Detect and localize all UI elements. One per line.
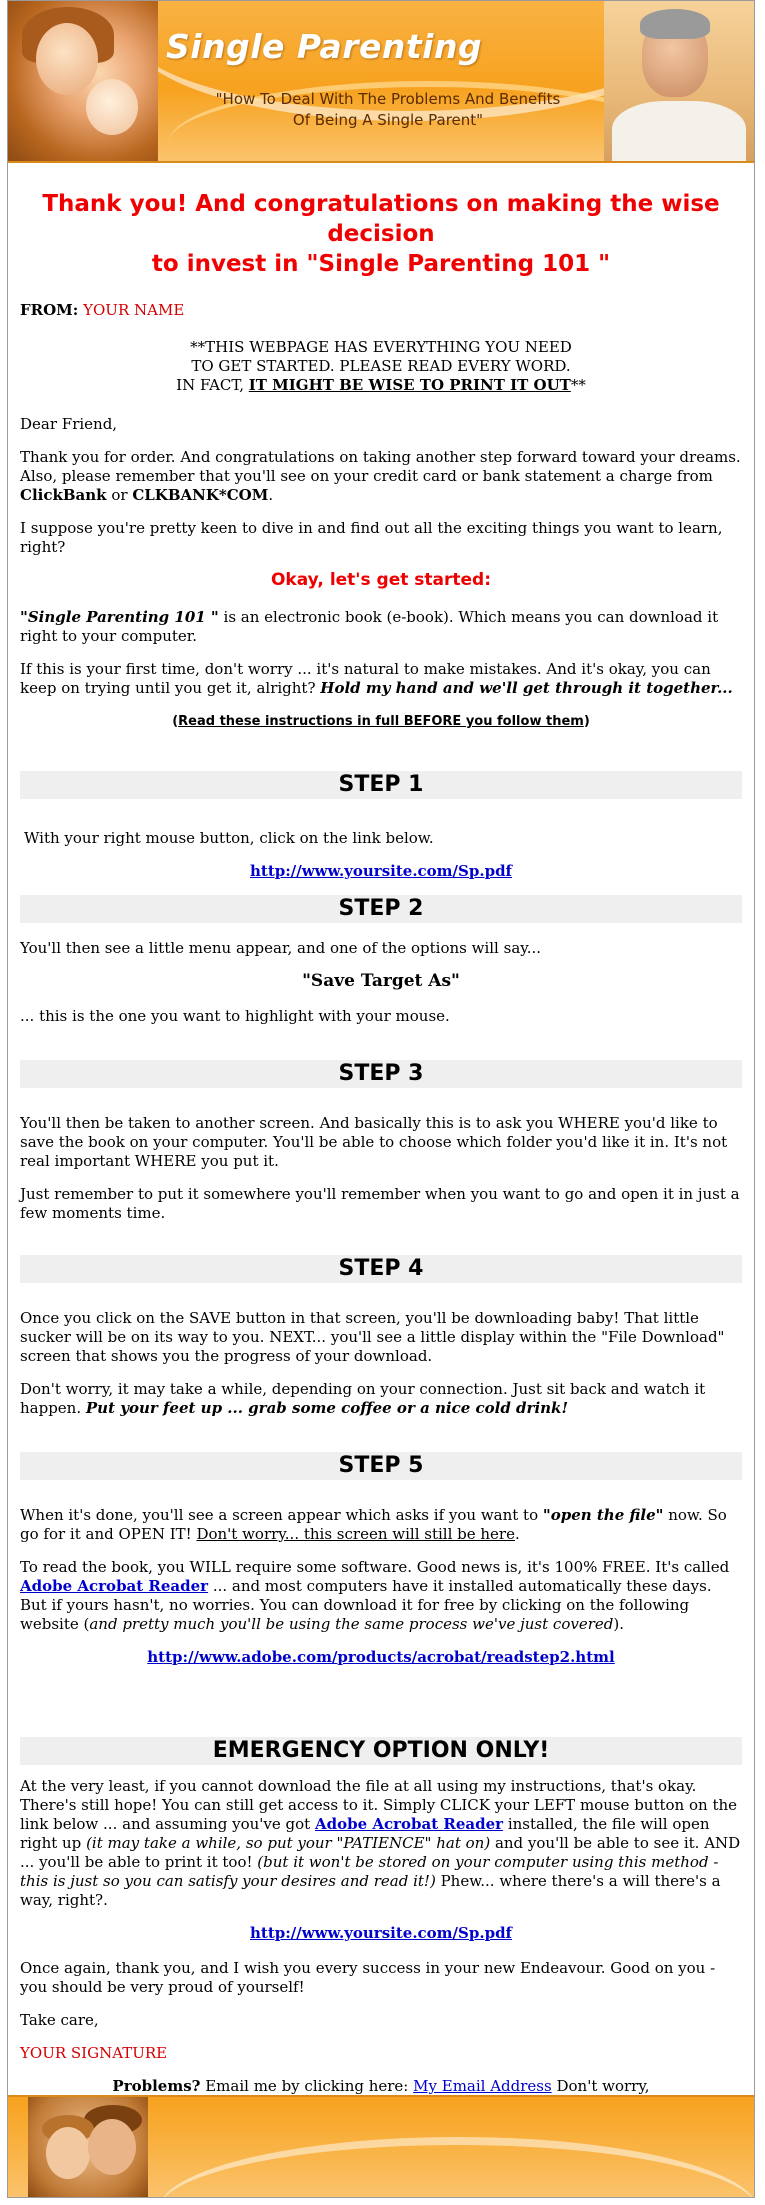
from-line [20, 301, 742, 320]
ebook-title: "Single Parenting 101 " [20, 608, 219, 626]
adobe-download-link[interactable]: http://www.adobe.com/products/acrobat/readstep2.html [147, 1648, 615, 1666]
emergency-text1: At the very least, if you cannot download the file at all using my instructions, that's okay. There's still hope! You can still get access to it. Simply CLICK your LEFT mouse button on the link below ... and assuming you've got [20, 1777, 738, 1833]
emergency-text3: and you'll be able to see it. AND ... you'll be able to print it too! [20, 1834, 741, 1871]
not-stored-note: (but it won't be stored on your computer using this method - this is just so you can satisfy your desires and read it!) [20, 1853, 719, 1890]
signature: YOUR SIGNATURE [20, 2044, 168, 2062]
instructions-close-paren: ) [583, 714, 590, 729]
step5-p1-text1: When it's done, you'll see a screen appear which asks if you want to [20, 1506, 543, 1524]
step1-text: With your right mouse button, click on the link below. [24, 829, 434, 847]
notice-block [20, 338, 742, 395]
print-it-out-emphasis: IT MIGHT BE WISE TO PRINT IT OUT [248, 376, 571, 394]
mother-baby-photo [8, 1, 158, 161]
mother-face [36, 23, 98, 95]
parent-face [88, 2119, 136, 2175]
step3-text1: You'll then be taken to another screen. And basically this is to ask you WHERE you'd like to save the book on your computer. You'll be able to choose which folder you'd like it in. It's not real important WHERE you put it. [20, 1114, 728, 1170]
footer-banner [8, 2095, 754, 2197]
emergency-heading: EMERGENCY OPTION ONLY! [20, 1737, 742, 1765]
footer-swoosh [158, 2137, 754, 2197]
step4-text1: Once you click on the SAVE button in that screen, you'll be downloading baby! That little sucker will be on its way to you. NEXT... you'll see a little display within the "File Download" screen that shows you the progress of your download. [20, 1309, 725, 1365]
step3-text2: Just remember to put it somewhere you'll remember when you want to go and open it in just a few moments time. [20, 1185, 740, 1222]
email-link[interactable]: My Email Address [413, 2077, 552, 2095]
thanks-paragraph [20, 448, 742, 505]
same-process-note: and pretty much you'll be using the same process we've just covered [89, 1615, 614, 1633]
step3-heading: STEP 3 [20, 1060, 742, 1088]
step5-p2-text2: ... and most computers have it installed automatically these days. But if yours hasn't, no worries. You can download it for free by clicking on the following website ( [20, 1577, 712, 1633]
step5-p1-text2: now. So go for it and OPEN IT! [20, 1506, 727, 1543]
emergency-paragraph [20, 1777, 742, 1910]
father-hair [640, 9, 710, 39]
instructions-open-paren: ( [172, 714, 179, 729]
step5-software-paragraph [20, 1558, 742, 1634]
step5-p2-text3: ). [613, 1615, 624, 1633]
tagline-line1: "How To Deal With The Problems And Benefits [215, 90, 561, 108]
first-time-text: If this is your first time, don't worry ... it's natural to make mistakes. And it's okay, you can keep on trying until you get it, alright? [20, 660, 711, 697]
clkbank-name: CLKBANK*COM [132, 486, 269, 504]
parent-child-kiss-photo [28, 2097, 148, 2197]
problems-text1: Email me by clicking here: [200, 2077, 414, 2095]
page-frame [7, 0, 755, 2198]
adobe-reader-link[interactable]: Adobe Acrobat Reader [20, 1577, 209, 1595]
father-shirt [612, 101, 746, 163]
emergency-adobe-link[interactable]: Adobe Acrobat Reader [314, 1815, 504, 1833]
step5-open-file-paragraph [20, 1506, 742, 1544]
feet-up-emphasis: Put your feet up ... grab some coffee or a nice cold drink! [85, 1399, 569, 1417]
take-care: Take care, [20, 2011, 99, 2029]
step1-download-link[interactable]: http://www.yoursite.com/Sp.pdf [249, 862, 513, 880]
step4-text2 [20, 1380, 742, 1418]
open-the-file-emphasis: "open the file" [542, 1506, 664, 1524]
ebook-paragraph [20, 608, 742, 646]
site-title: Single Parenting [166, 27, 483, 66]
headline-line1: Thank you! And congratulations on making the wise decision [42, 191, 720, 247]
closing-paragraph: Once again, thank you, and I wish you every success in your new Endeavour. Good on you - you should be very proud of yourself! [20, 1959, 716, 1996]
from-name: YOUR NAME [83, 301, 185, 319]
instructions-note [20, 712, 742, 731]
thanks-text-or: or [106, 486, 133, 504]
keen-paragraph: I suppose you're pretty keen to dive in and find out all the exciting things you want to learn, right? [20, 519, 723, 556]
notice-line2: TO GET STARTED. PLEASE READ EVERY WORD. [191, 357, 571, 375]
child-face [46, 2127, 90, 2179]
step2-highlight-text: ... this is the one you want to highlight with your mouse. [20, 1007, 450, 1025]
page-headline [20, 189, 742, 279]
from-label: FROM: [20, 301, 79, 319]
hold-my-hand-emphasis: Hold my hand and we'll get through it together... [320, 679, 733, 697]
problems-label: Problems? [112, 2077, 201, 2095]
clickbank-name: ClickBank [20, 486, 107, 504]
patience-note: (it may take a while, so put your "PATIENCE" hat on) [86, 1834, 491, 1852]
step5-p2-text1: To read the book, you WILL require some software. Good news is, it's 100% FREE. It's called [20, 1558, 730, 1576]
lets-get-started-heading: Okay, let's get started: [270, 570, 492, 590]
main-content [8, 189, 754, 2115]
thanks-text: Thank you for order. And congratulations on taking another step forward toward your dreams. Also, please remember that you'll see on your credit card or bank statement a charge from [20, 448, 741, 485]
emergency-download-link[interactable]: http://www.yoursite.com/Sp.pdf [249, 1924, 513, 1942]
save-target-as-option: "Save Target As" [302, 971, 460, 991]
problems-text2: Don't worry, [551, 2077, 650, 2095]
screen-still-here-note: Don't worry... this screen will still be here [196, 1525, 515, 1543]
step4-wait-text: Don't worry, it may take a while, depending on your connection. Just sit back and watch it happen. [20, 1380, 706, 1417]
notice-line3-suffix: ** [570, 376, 586, 394]
step2-heading: STEP 2 [20, 895, 742, 923]
step2-text: You'll then see a little menu appear, and one of the options will say... [20, 939, 542, 957]
step5-heading: STEP 5 [20, 1452, 742, 1480]
emergency-text2: installed, the file will open right up [20, 1815, 710, 1852]
first-time-paragraph [20, 660, 742, 698]
site-tagline [168, 89, 608, 131]
instructions-link[interactable]: Read these instructions in full BEFORE you follow them [178, 714, 584, 729]
ebook-text: is an electronic book (e-book). Which means you can download it right to your computer. [20, 608, 719, 645]
header-banner [8, 1, 754, 163]
baby-face [86, 79, 138, 135]
headline-line2: to invest in "Single Parenting 101 " [151, 251, 611, 277]
emergency-text4: Phew... where there's a will there's a way, right?. [20, 1872, 721, 1909]
notice-line3-prefix: IN FACT, [176, 376, 249, 394]
greeting: Dear Friend, [20, 415, 118, 433]
father-photo [604, 1, 754, 161]
tagline-line2: Of Being A Single Parent" [292, 111, 484, 129]
step1-heading: STEP 1 [20, 771, 742, 799]
step4-heading: STEP 4 [20, 1255, 742, 1283]
step5-p1-text3: . [514, 1525, 520, 1543]
thanks-text-end: . [268, 486, 274, 504]
notice-line1: **THIS WEBPAGE HAS EVERYTHING YOU NEED [190, 338, 572, 356]
